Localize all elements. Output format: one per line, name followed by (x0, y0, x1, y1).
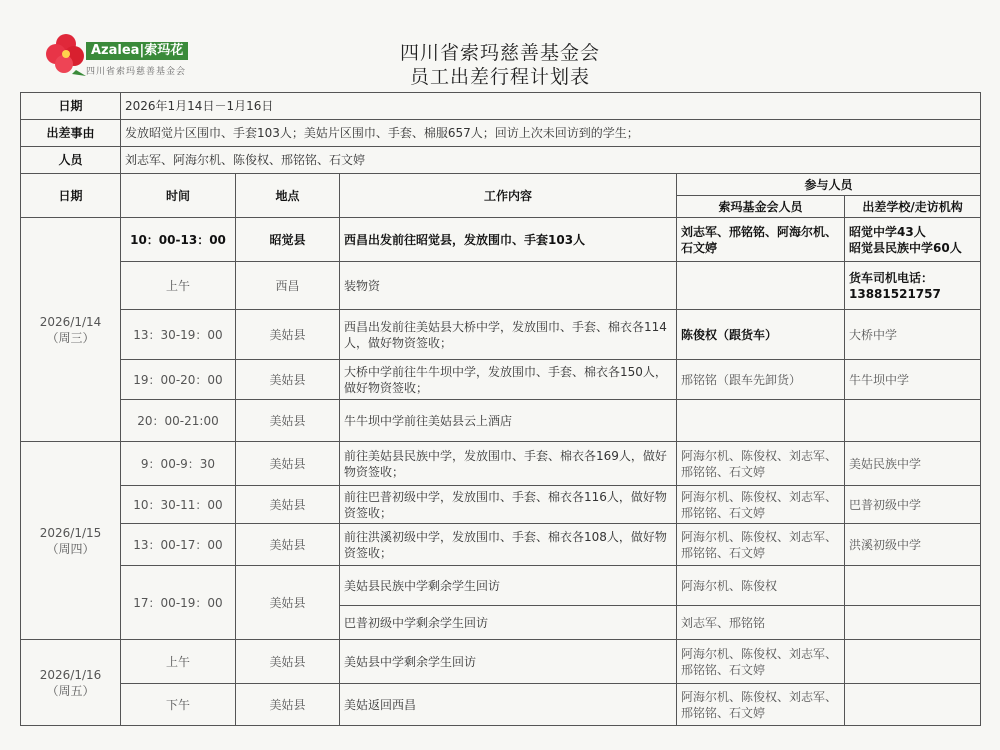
day-weekday: （周五） (46, 683, 95, 698)
col-header-place: 地点 (236, 174, 340, 218)
itinerary-row (21, 684, 981, 726)
place-cell: 美姑县 (236, 684, 340, 726)
school-cell (845, 566, 981, 606)
work-content-cell: 美姑县中学剩余学生回访 (340, 640, 677, 684)
foundation-staff-cell: 阿海尔机、陈俊权、刘志军、邢铭铭、石文婷 (677, 640, 845, 684)
itinerary-row (21, 566, 981, 606)
col-header-date: 日期 (21, 174, 121, 218)
foundation-staff-cell: 刘志军、邢铭铭 (677, 606, 845, 640)
school-cell: 货车司机电话： 13881521757 (845, 262, 981, 310)
school-cell: 巴普初级中学 (845, 486, 981, 524)
work-content-cell: 前往洪溪初级中学，发放围巾、手套、棉衣各108人，做好物资签收； (340, 524, 677, 566)
itinerary-row (21, 400, 981, 442)
place-cell: 美姑县 (236, 640, 340, 684)
work-content-cell: 大桥中学前往牛牛坝中学，发放围巾、手套、棉衣各150人，做好物资签收； (340, 360, 677, 400)
foundation-staff-cell: 阿海尔机、陈俊权、刘志军、邢铭铭、石文婷 (677, 486, 845, 524)
itinerary-row (21, 640, 981, 684)
place-cell: 美姑县 (236, 524, 340, 566)
foundation-staff-cell: 阿海尔机、陈俊权、刘志军、邢铭铭、石文婷 (677, 524, 845, 566)
work-content-cell: 美姑县民族中学剩余学生回访 (340, 566, 677, 606)
itinerary-row (21, 524, 981, 566)
school-cell (845, 684, 981, 726)
col-header-participants: 参与人员 (677, 174, 981, 196)
reason-label: 出差事由 (21, 120, 121, 147)
time-cell: 上午 (121, 262, 236, 310)
staff-value: 刘志军、阿海尔机、陈俊权、邢铭铭、石文婷 (121, 147, 981, 174)
logo-subtitle: 四川省索玛慈善基金会 (86, 67, 187, 77)
work-content-cell: 美姑返回西昌 (340, 684, 677, 726)
col-header-content: 工作内容 (340, 174, 677, 218)
day-date-cell (21, 218, 121, 442)
time-cell: 20：00-21:00 (121, 400, 236, 442)
work-content-cell: 西昌出发前往美姑县大桥中学，发放围巾、手套、棉衣各114人，做好物资签收； (340, 310, 677, 360)
foundation-staff-cell: 阿海尔机、陈俊权 (677, 566, 845, 606)
col-header-time: 时间 (121, 174, 236, 218)
place-cell: 美姑县 (236, 566, 340, 640)
work-content-cell: 装物资 (340, 262, 677, 310)
place-cell: 昭觉县 (236, 218, 340, 262)
place-cell: 西昌 (236, 262, 340, 310)
reason-value: 发放昭觉片区围巾、手套103人；美姑片区围巾、手套、棉服657人；回访上次未回访到的学生； (121, 120, 981, 147)
work-content-cell: 牛牛坝中学前往美姑县云上酒店 (340, 400, 677, 442)
itinerary-row (21, 486, 981, 524)
day-date: 2026/1/16 (39, 667, 102, 682)
itinerary-row (21, 218, 981, 262)
school-cell: 牛牛坝中学 (845, 360, 981, 400)
time-cell: 13：00-17：00 (121, 524, 236, 566)
foundation-staff-cell: 阿海尔机、陈俊权、刘志军、邢铭铭、石文婷 (677, 684, 845, 726)
time-cell: 17：00-19：00 (121, 566, 236, 640)
itinerary-row (21, 442, 981, 486)
day-date-cell (21, 442, 121, 640)
school-cell (845, 400, 981, 442)
col-header-school: 出差学校/走访机构 (845, 196, 981, 218)
time-cell: 上午 (121, 640, 236, 684)
foundation-staff-cell: 邢铭铭（跟车先卸货） (677, 360, 845, 400)
page-title: 四川省索玛慈善基金会 (399, 42, 600, 64)
itinerary-row (21, 310, 981, 360)
school-cell (845, 606, 981, 640)
work-content-cell: 巴普初级中学剩余学生回访 (340, 606, 677, 640)
school-cell: 美姑民族中学 (845, 442, 981, 486)
page-subtitle: 员工出差行程计划表 (409, 66, 590, 88)
staff-label: 人员 (21, 147, 121, 174)
place-cell: 美姑县 (236, 486, 340, 524)
date-value: 2026年1月14日－1月16日 (121, 93, 981, 120)
work-content-cell: 西昌出发前往昭觉县，发放围巾、手套103人 (340, 218, 677, 262)
day-weekday: （周四） (46, 541, 95, 556)
school-cell: 洪溪初级中学 (845, 524, 981, 566)
school-cell: 大桥中学 (845, 310, 981, 360)
day-date: 2026/1/14 (39, 314, 102, 329)
time-cell: 9：00-9：30 (121, 442, 236, 486)
foundation-staff-cell: 刘志军、邢铭铭、阿海尔机、石文婷 (677, 218, 845, 262)
time-cell: 10：00-13：00 (121, 218, 236, 262)
place-cell: 美姑县 (236, 400, 340, 442)
school-cell: 昭觉中学43人 昭觉县民族中学60人 (845, 218, 981, 262)
day-weekday: （周三） (46, 330, 95, 345)
foundation-staff-cell (677, 262, 845, 310)
date-label: 日期 (21, 93, 121, 120)
time-cell: 下午 (121, 684, 236, 726)
col-header-foundation-staff: 索玛基金会人员 (677, 196, 845, 218)
foundation-staff-cell: 陈俊权（跟货车） (677, 310, 845, 360)
place-cell: 美姑县 (236, 442, 340, 486)
place-cell: 美姑县 (236, 360, 340, 400)
itinerary-row (21, 360, 981, 400)
logo-brand-text: Azalea|索玛花 (86, 42, 188, 60)
place-cell: 美姑县 (236, 310, 340, 360)
day-date-cell (21, 640, 121, 726)
foundation-staff-cell: 阿海尔机、陈俊权、刘志军、邢铭铭、石文婷 (677, 442, 845, 486)
itinerary-table (20, 92, 981, 726)
foundation-staff-cell (677, 400, 845, 442)
work-content-cell: 前往美姑县民族中学，发放围巾、手套、棉衣各169人，做好物资签收； (340, 442, 677, 486)
time-cell: 13：30-19：00 (121, 310, 236, 360)
itinerary-row (21, 262, 981, 310)
day-date: 2026/1/15 (39, 525, 102, 540)
time-cell: 19：00-20：00 (121, 360, 236, 400)
time-cell: 10：30-11：00 (121, 486, 236, 524)
school-cell (845, 640, 981, 684)
work-content-cell: 前往巴普初级中学，发放围巾、手套、棉衣各116人，做好物资签收； (340, 486, 677, 524)
